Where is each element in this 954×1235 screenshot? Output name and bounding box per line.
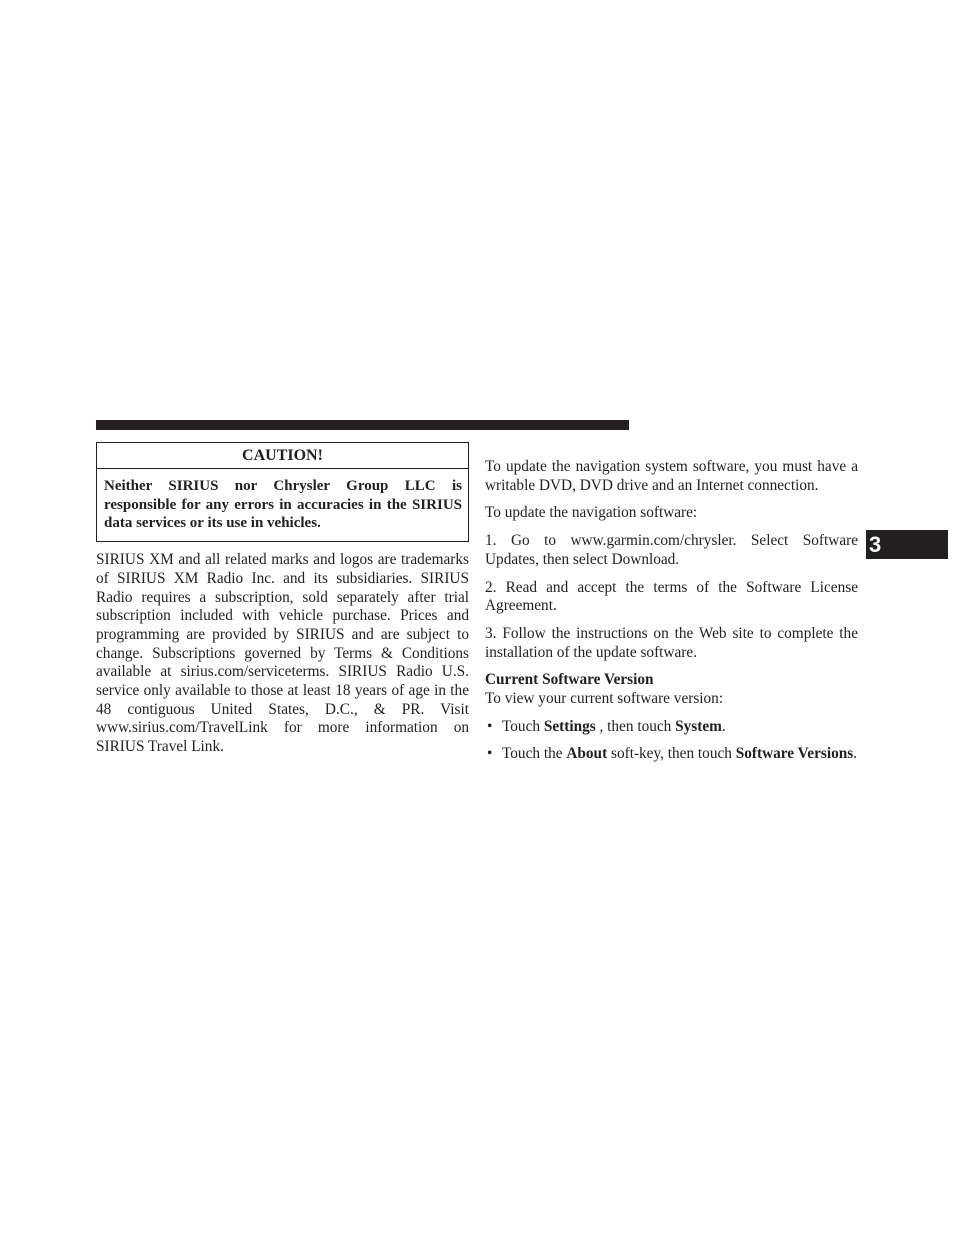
sirius-trademark-paragraph: SIRIUS XM and all related marks and logos are trademarks of SIRIUS XM Radio Inc. and its subsidiaries. SIRIUS Radio requires a subscription, sold separately after trial subscription included with vehicle purchase. Prices and programming are provided by SIRIUS and are subject to change. Subscriptions governed by Terms & Conditions available at sirius.com/serviceterms. SIRIUS Radio U.S. service only available to those at least 18 years of age in the 48 contiguous United States, D.C., & PR. Visit www.sirius.com/TravelLink for more information on SIRIUS Travel Link.: [96, 551, 469, 756]
right-column: [485, 458, 858, 773]
list-item: [485, 745, 858, 764]
step-3: 3. Follow the instructions on the Web site to complete the installation of the update software.: [485, 624, 858, 661]
settings-label: Settings: [543, 717, 596, 735]
step-1: 1. Go to www.garmin.com/chrysler. Select Software Updates, then select Download.: [485, 532, 858, 568]
bullet-text-post: .: [853, 745, 858, 763]
bullet-text-post: .: [721, 717, 726, 735]
steps-intro: To update the navigation software:: [485, 504, 698, 522]
step-2: 2. Read and accept the terms of the Software License Agreement.: [485, 578, 858, 615]
left-column: [96, 442, 469, 757]
list-item: [485, 718, 858, 737]
bullet-icon: •: [487, 745, 493, 763]
bullet-text-pre: Touch: [502, 717, 544, 735]
caution-title: CAUTION!: [97, 443, 468, 469]
caution-box: [96, 442, 469, 542]
caution-text: Neither SIRIUS nor Chrysler Group LLC is responsible for any errors in accuracies in the SIRIUS data services or its use in vehicles.: [104, 478, 462, 532]
bullet-text-pre: Touch the: [502, 745, 567, 763]
chapter-tab: 3: [866, 530, 948, 559]
section-intro: To view your current software version:: [485, 690, 724, 708]
software-versions-label: Software Versions: [735, 745, 854, 763]
system-label: System: [675, 717, 722, 735]
about-label: About: [566, 745, 608, 763]
bullet-text-mid: soft-key, then touch: [607, 745, 736, 763]
section-heading: Current Software Version: [485, 671, 654, 689]
bullet-icon: •: [487, 717, 493, 735]
instruction-list: [485, 718, 858, 764]
bullet-text-mid: , then touch: [595, 717, 676, 735]
update-intro-paragraph: To update the navigation system software, you must have a writable DVD, DVD drive and an Internet connection.: [485, 458, 858, 494]
top-divider-bar: [96, 420, 629, 430]
